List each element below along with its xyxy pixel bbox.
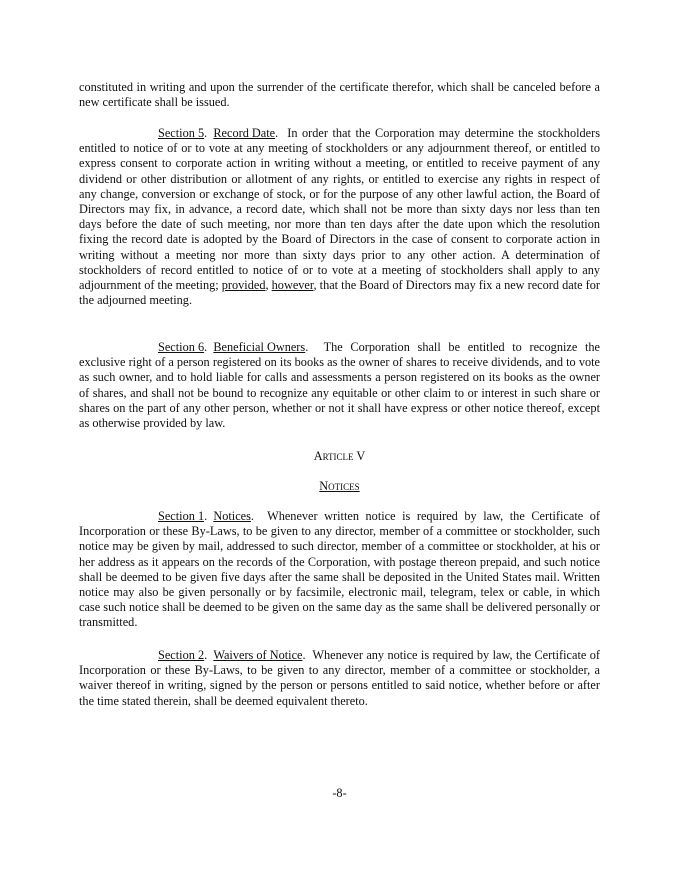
article-heading: Article V: [313, 449, 366, 463]
article-5-section-2-body: Whenever any notice is required by law, the Certificate of Incorporation or these By-Laws, to be given to any director, member of a committee or stockholder, a waiver thereof in writing, signed by the person or persons entitled to said notice, whether before or after the time stated therein, shall be deemed equivalent thereto.: [79, 648, 600, 708]
provided-term: provided: [221, 278, 266, 293]
section-5-body-end: that the Board of Directors may fix a new record date for the adjourned meeting.: [79, 278, 601, 308]
section-5-title: Record Date: [213, 126, 276, 140]
section-6-body: The Corporation shall be entitled to recognize the exclusive right of a person registered on its books as the owner of shares to receive dividends, and to vote as such owner, and to hold liable for calls and assessments a person registered on its books as the owner of shares, and shall not be bound to recognize any equitable or other claim to or interest in such share or shares on the part of any other person, whether or not it shall have express or other notice thereof, except as otherwise provided by law.: [79, 340, 600, 431]
article-title: [79, 479, 600, 494]
section-5-body: In order that the Corporation may determine the stockholders entitled to notice of or to vote at any meeting of stockholders or any adjournment thereof, or entitled to express consent to corporate action in writing without a meeting, or entitled to receive payment of any dividend or other distribution or allotment of any rights, or entitled to exercise any rights in respect of any change, conversion or exchange of stock, or for the purpose of any other lawful action, the Board of Directors may fix, in advance, a record date, which shall not be more than sixty days nor less than ten days before the date of such meeting, nor more than ten days after the date upon which the resolution fixing the record date is adopted by the Board of Directors in the case of consent to corporate action in writing without a meeting nor more than sixty days prior to any other action. A determination of stockholders of record entitled to notice of or to vote at a meeting of stockholders shall apply to any adjournment of the meeting;: [79, 126, 600, 293]
section-6-title: Beneficial Owners: [213, 340, 306, 354]
article-5-section-2-title: Waivers of Notice: [213, 648, 303, 662]
continuation-paragraph: [79, 80, 600, 110]
section-6-heading: Section 6. Beneficial Owners.: [158, 340, 309, 354]
section-5-paragraph: Section 5. Record Date. In order that the Corporation may determine the stockholders entitled to notice of or to vote at any meeting of stockholders or any adjournment thereof, or entitled to express consent to corporate action in writing without a meeting, or entitled to receive payment of any dividend or other distribution or allotment of any rights, or entitled to exercise any rights in respect of any change, conversion or exchange of stock, or for the purpose of any other lawful action, the Board of Directors may fix, in advance, a record date, which shall not be more than sixty days nor less than ten days before the date of such meeting, nor more than ten days after the date upon which the resolution fixing the record date is adopted by the Board of Directors in the case of consent to corporate action in writing without a meeting nor more than sixty days prior to any other action. A determination of stockholders of record entitled to notice of or to vote at a meeting of stockholders shall apply to any adjournment of the meeting; provided, however, that the Board of Directors may fix a new record date for the adjourned meeting.: [79, 126, 601, 308]
article-5-section-2-paragraph: [79, 648, 600, 709]
article-5-section-1-label: Section 1: [158, 509, 205, 523]
article-5-section-2-label: Section 2: [158, 648, 205, 662]
article-5-section-1-paragraph: [79, 509, 600, 631]
section-6-paragraph: [79, 340, 600, 431]
page-number: -8-: [332, 786, 347, 800]
section-5-label: Section 5: [158, 126, 205, 140]
article-5-section-1-body: Whenever written notice is required by law, the Certificate of Incorporation or these By-Laws, to be given to any director, member of a committee or stockholder, such notice may be given by mail, addressed to such director, member of a committee or stockholder, at his or her address as it appears on the records of the Corporation, with postage thereon prepaid, and such notice shall be deemed to be given five days after the same shall be deposited in the United States mail. Written notice may also be given personally or by facsimile, electronic mail, telegram, telex or cable, in which case such notice shall be deemed to be given on the same day as the same shall be delivered personally or transmitted.: [79, 509, 601, 630]
article-5-section-1-heading: Section 1. Notices.: [158, 509, 254, 523]
however-term: however: [271, 278, 314, 293]
article-5-section-1-title: Notices: [213, 509, 251, 523]
article-5-section-2-heading: Section 2. Waivers of Notice.: [158, 648, 306, 662]
section-6-label: Section 6: [158, 340, 205, 354]
article-title-text: Notices: [319, 479, 360, 493]
section-5-heading: Section 5. Record Date.: [158, 126, 279, 140]
continuation-text: constituted in writing and upon the surrender of the certificate therefor, which shall be canceled before a new certificate shall be issued.: [79, 80, 600, 110]
